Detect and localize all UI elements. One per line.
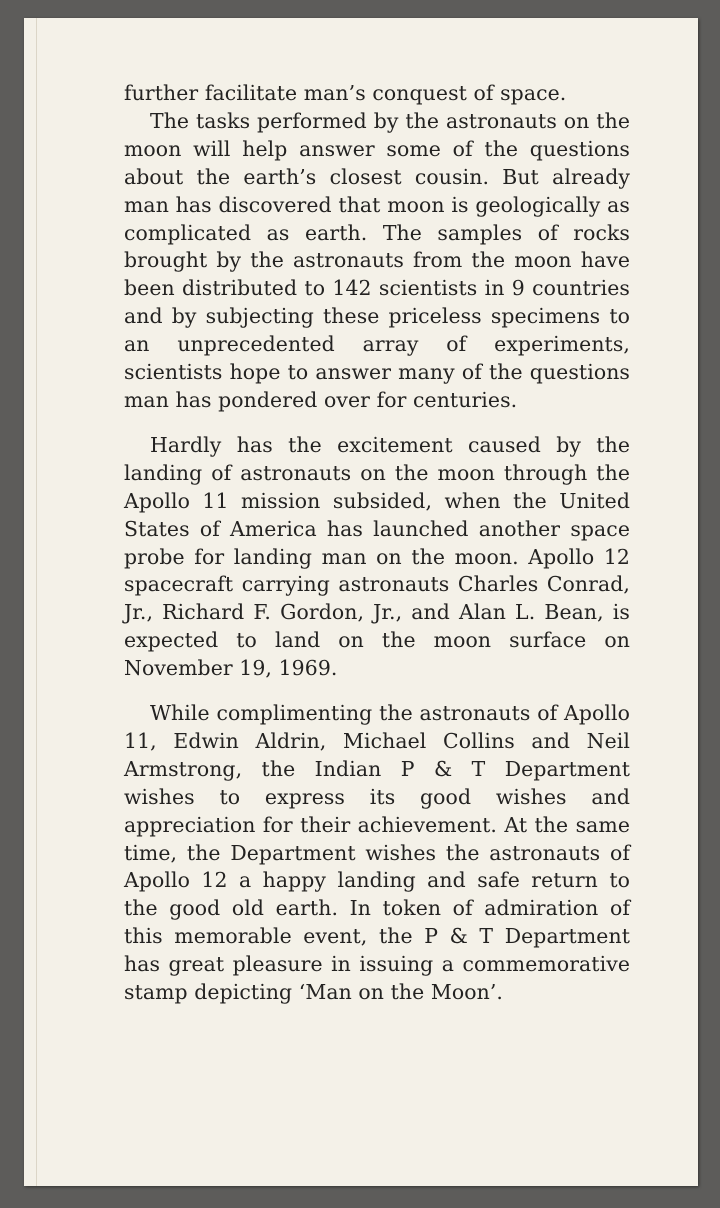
brochure-page: [24, 18, 698, 1186]
fold-edge: [36, 18, 37, 1186]
paragraph-apollo-12: Hardly has the excitement caused by the landing of astronauts on the moon through the Apollo 11 mission subsided, when the United States of America has launched another space probe for landing man on the moon. Apollo 12 spacecraft carrying astronauts Charles Conrad, Jr., Richard F. Gordon, Jr., and Alan L. Bean, is expected to land on the moon surface on November 19, 1969.: [124, 432, 630, 681]
paragraph-commemorative-stamp: While complimenting the astronauts of Apollo 11, Edwin Aldrin, Michael Collins and Neil Armstrong, the Indian P & T Department wishes to express its good wishes and appreciation for their achievement. At the same time, the Department wishes the astronauts of Apollo 12 a happy landing and safe return to the good old earth. In token of admiration of this memorable event, the P & T Department has great pleasure in issuing a commemorative stamp depicting ‘Man on the Moon’.: [124, 701, 630, 1005]
body-text: [124, 80, 630, 1007]
paragraph-moon-samples: The tasks performed by the astronauts on the moon will help answer some of the questions about the earth’s closest cousin. But already man has discovered that moon is geologically as complicated as earth. The samples of rocks brought by the astronauts from the moon have been distributed to 142 scientists in 9 countries and by subjecting these priceless specimens to an unprecedented array of experiments, scientists hope to answer many of the questions man has pondered over for centuries.: [124, 108, 630, 412]
paragraph-continuation: further facilitate man’s conquest of space.: [124, 81, 567, 105]
